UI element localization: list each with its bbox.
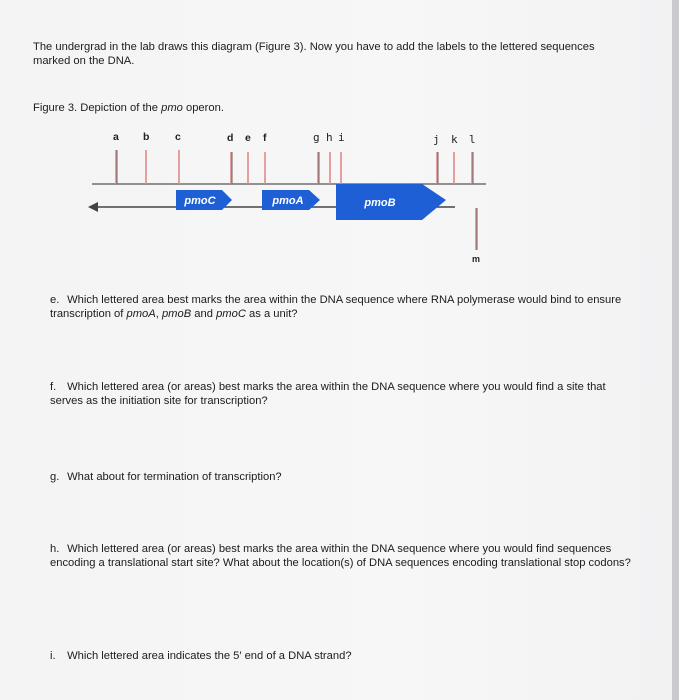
- question-e-text: [50, 294, 621, 320]
- label-j: j: [433, 133, 440, 146]
- label-m: m: [471, 254, 481, 264]
- figure-caption-italic: pmo: [161, 102, 183, 114]
- label-g: g: [313, 131, 320, 144]
- question-g: [50, 470, 640, 484]
- question-g-text: What about for termination of transcription?: [67, 471, 282, 483]
- question-e-number: e.: [50, 294, 60, 306]
- question-e-part2: ,: [155, 308, 162, 320]
- label-b: b: [143, 131, 150, 143]
- question-f-number: f.: [50, 381, 57, 393]
- label-a: a: [113, 131, 119, 143]
- intro-paragraph: The undergrad in the lab draws this diagram (Figure 3). Now you have to add the labels to the lettered sequences marked on the DNA.: [33, 41, 595, 67]
- question-e-part3: and: [191, 308, 217, 320]
- label-l: l: [469, 133, 476, 146]
- question-h-text: Which lettered area (or areas) best marks the area within the DNA sequence where you would find sequences encoding a translational start site? What about the location(s) of DNA sequences encoding translational stop codons?: [50, 543, 631, 569]
- question-g-number: g.: [50, 471, 60, 483]
- label-c: c: [175, 131, 181, 143]
- label-f: f: [263, 132, 267, 144]
- label-i: i: [338, 131, 345, 144]
- question-i-part1: Which lettered area indicates the 5: [67, 650, 240, 662]
- label-d: d: [227, 132, 234, 144]
- question-i-part2: ′ end of a DNA strand?: [239, 650, 352, 662]
- gene-label-pmoA: pmoA: [272, 195, 304, 207]
- question-e-part4: as a unit?: [245, 308, 298, 320]
- question-i: [50, 649, 640, 663]
- question-f: [50, 380, 640, 408]
- question-e-part1: Which lettered area best marks the area within the DNA sequence where RNA polymerase would bind to ensure transcription of: [50, 294, 622, 320]
- question-f-text: Which lettered area (or areas) best marks the area within the DNA sequence where you would find a site that serves as the initiation site for transcription?: [50, 381, 606, 407]
- question-e-pmoB: pmoB: [161, 308, 192, 320]
- gene-label-pmoB: pmoB: [364, 197, 396, 209]
- label-e: e: [245, 132, 251, 144]
- question-i-number: i.: [50, 650, 56, 662]
- question-e-pmoA: pmoA: [126, 308, 156, 320]
- question-i-text: [67, 650, 351, 662]
- label-k: k: [451, 133, 458, 146]
- label-h: h: [326, 131, 333, 144]
- gene-label-pmoC: pmoC: [184, 195, 216, 207]
- dna-left-arrowhead: [88, 202, 98, 212]
- question-e-pmoC: pmoC: [216, 308, 246, 320]
- question-h-number: h.: [50, 543, 60, 555]
- question-h: [50, 542, 640, 570]
- figure-caption-suffix: operon.: [182, 102, 224, 114]
- question-e: [50, 293, 640, 321]
- figure-caption-prefix: Figure 3. Depiction of the: [33, 102, 162, 114]
